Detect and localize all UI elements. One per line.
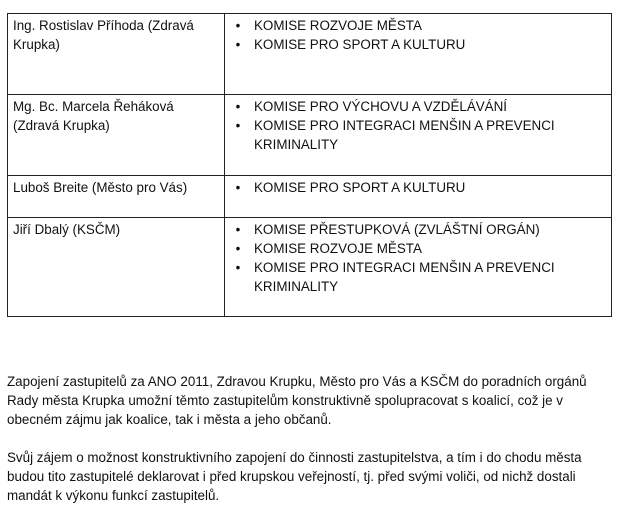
commission-item: [230, 258, 606, 296]
commission-list: [230, 16, 606, 54]
bullet-icon: •: [235, 118, 241, 133]
paragraph-cooperation: Zapojení zastupitelů za ANO 2011, Zdravou Krupku, Město pro Vás a KSČM do poradních orgánů Rady města Krupka umožní těmto zastupitelům konstruktivně spolupracovat s koalicí, což je v obecném zájmu jak koalice, tak i města a jeho občanů.: [7, 374, 587, 427]
commission-label: KOMISE PŘESTUPKOVÁ (ZVLÁŠTNÍ ORGÁN): [254, 222, 540, 237]
commission-item: [230, 16, 606, 35]
commissions-cell: [225, 14, 612, 95]
table-row: [8, 95, 612, 176]
member-name: Jiří Dbalý (KSČM): [13, 222, 121, 237]
bullet-icon: •: [235, 18, 241, 33]
commission-list: [230, 178, 606, 197]
commission-item: [230, 178, 606, 197]
table-row: [8, 14, 612, 95]
commission-label: KOMISE PRO SPORT A KULTURU: [254, 37, 466, 52]
commission-label: KOMISE ROZVOJE MĚSTA: [254, 18, 422, 33]
commissions-cell: [225, 218, 612, 317]
commission-item: [230, 116, 606, 154]
bullet-icon: •: [235, 222, 241, 237]
member-name-cell: [8, 176, 225, 218]
commission-label: KOMISE PRO VÝCHOVU A VZDĚLÁVÁNÍ: [254, 99, 508, 114]
commission-list: [230, 220, 606, 296]
commission-item: [230, 35, 606, 54]
commission-label: KOMISE PRO SPORT A KULTURU: [254, 180, 466, 195]
commission-list: [230, 97, 606, 154]
bullet-icon: •: [235, 37, 241, 52]
member-name-cell: [8, 14, 225, 95]
member-name: Mg. Bc. Marcela Řeháková (Zdravá Krupka): [13, 99, 174, 133]
paragraph-declaration: Svůj zájem o možnost konstruktivního zapojení do činnosti zastupitelstva, a tím i do chodu města budou tito zastupitelé deklarovat i před krupskou veřejností, tj. před svými voliči, od nichž dostali mandát k výkonu funkcí zastupitelů.: [7, 450, 582, 503]
commissions-cell: [225, 95, 612, 176]
member-name: Ing. Rostislav Příhoda (Zdravá Krupka): [13, 18, 194, 52]
bullet-icon: •: [235, 241, 241, 256]
table-row: [8, 218, 612, 317]
member-name-cell: [8, 218, 225, 317]
members-commissions-table: [7, 13, 612, 317]
member-name: Luboš Breite (Město pro Vás): [13, 180, 188, 195]
bullet-icon: •: [235, 180, 241, 195]
bullet-icon: •: [235, 99, 241, 114]
table-row: [8, 176, 612, 218]
commissions-cell: [225, 176, 612, 218]
member-name-cell: [8, 95, 225, 176]
commission-item: [230, 220, 606, 239]
commission-label: KOMISE PRO INTEGRACI MENŠIN A PREVENCI KRIMINALITY: [254, 118, 555, 152]
commission-item: [230, 239, 606, 258]
commission-label: KOMISE ROZVOJE MĚSTA: [254, 241, 422, 256]
commission-label: KOMISE PRO INTEGRACI MENŠIN A PREVENCI KRIMINALITY: [254, 260, 555, 294]
bullet-icon: •: [235, 260, 241, 275]
commission-item: [230, 97, 606, 116]
